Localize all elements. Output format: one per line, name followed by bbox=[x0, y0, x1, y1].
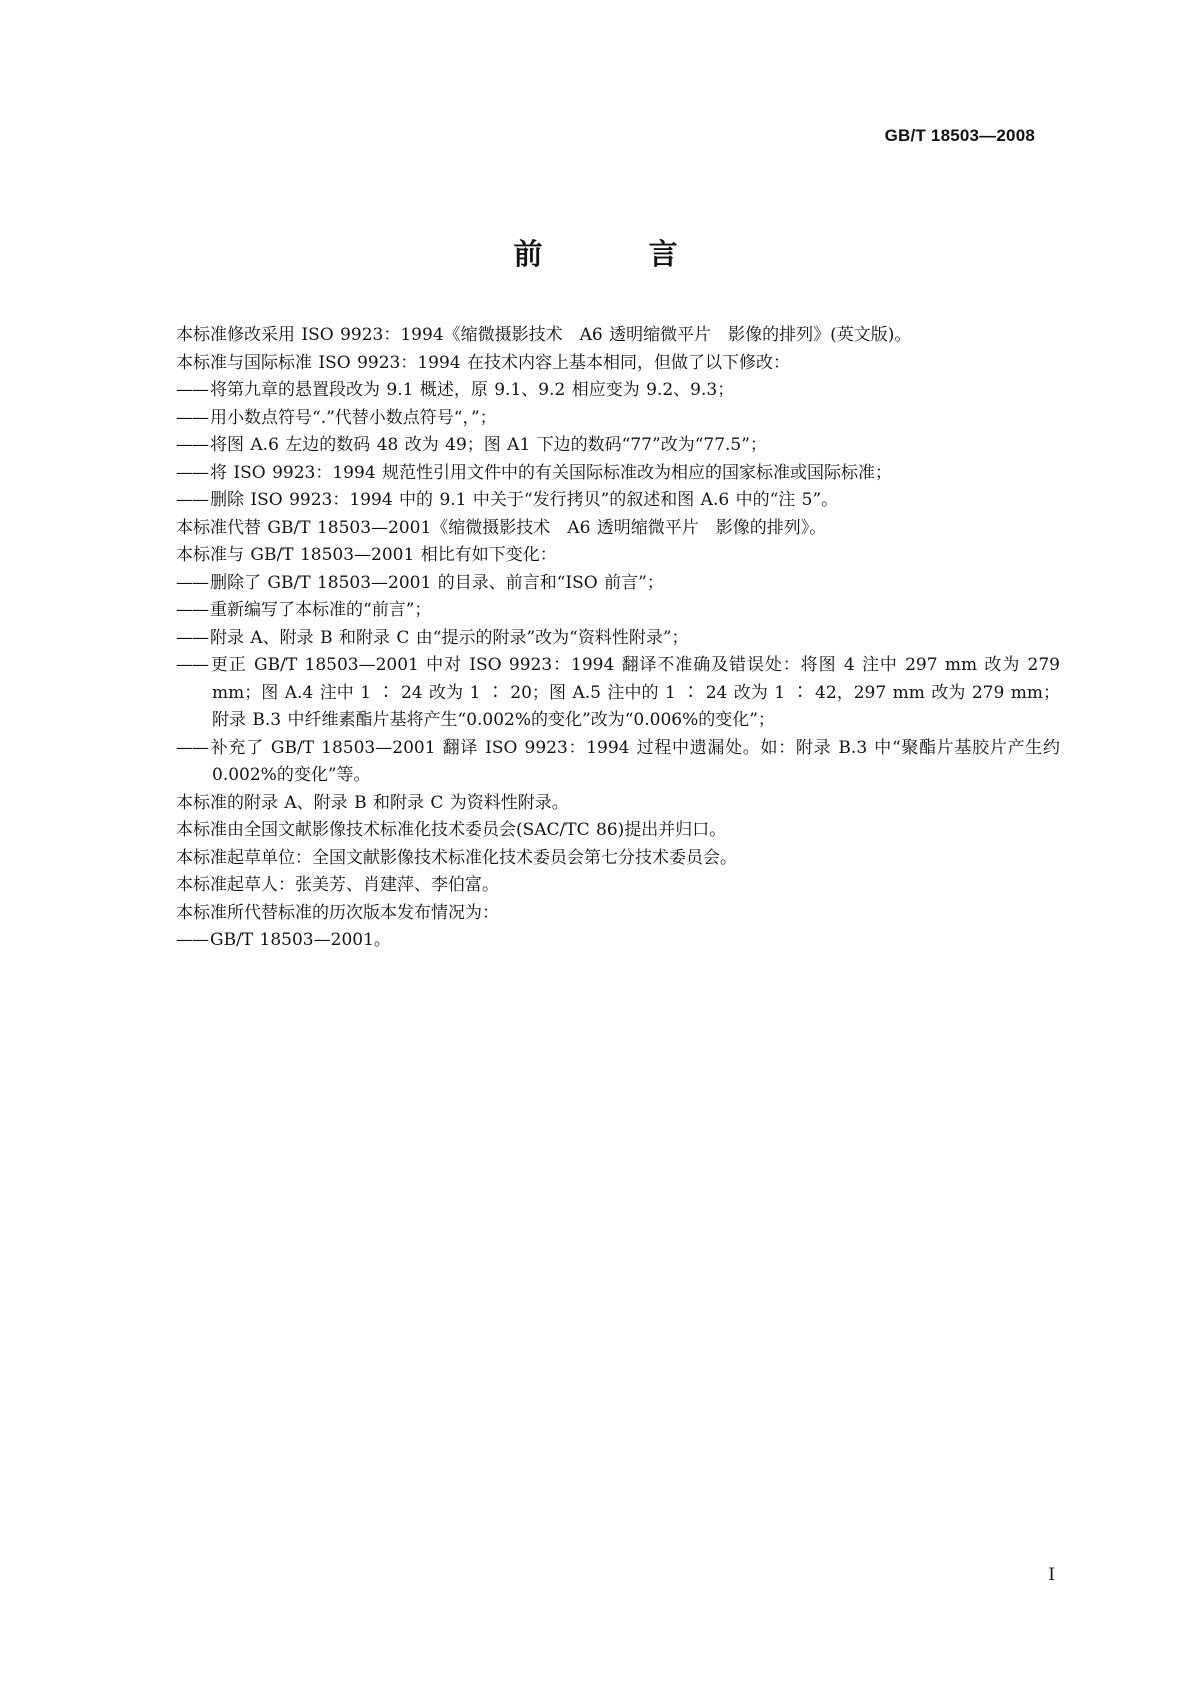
page-number: I bbox=[1048, 1565, 1055, 1585]
paragraph-history-intro: 本标准所代替标准的历次版本发布情况为： bbox=[176, 902, 499, 923]
paragraph-changes-intro: 本标准与 GB/T 18503—2001 相比有如下变化： bbox=[176, 545, 557, 565]
paragraph-drafting-unit: 本标准起草单位：全国文献影像技术标准化技术委员会第七分技术委员会。 bbox=[176, 847, 737, 868]
paragraph-modifications-intro: 本标准与国际标准 ISO 9923：1994 在技术内容上基本相同，但做了以下修改： bbox=[176, 352, 791, 373]
list-dash: —— bbox=[176, 600, 208, 620]
list-item-text: 删除 ISO 9923：1994 中的 9.1 中关于“发行拷贝”的叙述和图 A.6 中的“注 5”。 bbox=[210, 490, 839, 510]
list-item bbox=[176, 405, 1060, 433]
paragraph-adoption: 本标准修改采用 ISO 9923：1994《缩微摄影技术 A6 透明缩微平片 影像的排列》(英文版)。 bbox=[176, 325, 912, 345]
list-item-text: 用小数点符号“.”代替小数点符号“，”； bbox=[210, 407, 497, 428]
list-dash: —— bbox=[176, 737, 208, 758]
page-title: 前 言 bbox=[513, 237, 726, 271]
list-item-text: 将第九章的悬置段改为 9.1 概述，原 9.1、9.2 相应变为 9.2、9.3； bbox=[210, 380, 735, 400]
list-item-text: GB/T 18503—2001。 bbox=[210, 930, 391, 950]
list-item bbox=[176, 377, 1060, 405]
list-item-text: 重新编写了本标准的“前言”； bbox=[210, 600, 432, 620]
list-dash: —— bbox=[176, 572, 208, 593]
list-dash: —— bbox=[176, 655, 208, 675]
list-item-text: 补充了 GB/T 18503—2001 翻译 ISO 9923：1994 过程中遗漏处。如：附录 B.3 中“聚酯片基胶片产生约 0.002%的变化”等。 bbox=[210, 737, 1060, 785]
foreword-body bbox=[176, 322, 1060, 955]
list-item-text: 将图 A.6 左边的数码 48 改为 49；图 A1 下边的数码“77”改为“77.5”； bbox=[210, 435, 767, 455]
list-item-text: 将 ISO 9923：1994 规范性引用文件中的有关国际标准改为相应的国家标准或国际标准； bbox=[210, 462, 893, 483]
paragraph-replaces: 本标准代替 GB/T 18503—2001《缩微摄影技术 A6 透明缩微平片 影像的排列》。 bbox=[176, 517, 827, 538]
list-item bbox=[176, 597, 1060, 625]
list-item bbox=[176, 927, 1060, 955]
list-dash: —— bbox=[176, 627, 208, 648]
list-item bbox=[176, 735, 1060, 790]
list-dash: —— bbox=[176, 490, 208, 510]
list-item bbox=[176, 432, 1060, 460]
list-item bbox=[176, 625, 1060, 653]
list-item bbox=[176, 570, 1060, 598]
list-dash: —— bbox=[176, 435, 208, 455]
list-dash: —— bbox=[176, 462, 208, 483]
list-item bbox=[176, 460, 1060, 488]
list-item-text: 更正 GB/T 18503—2001 中对 ISO 9923：1994 翻译不准确及错误处：将图 4 注中 297 mm 改为 279 mm；图 A.4 注中 1 ∶ 24 改为 1 ∶ 20；图 A.5 注中的 1 ∶ 24 改为 1 ∶ 42，297 mm 改为 279 mm；附录 B.3 中纤维素酯片基将产生“0.002%的变化”改为“0.006%的变化”； bbox=[210, 655, 1060, 730]
paragraph-annexes: 本标准的附录 A、附录 B 和附录 C 为资料性附录。 bbox=[176, 792, 569, 813]
paragraph-proposed-by: 本标准由全国文献影像技术标准化技术委员会(SAC/TC 86)提出并归口。 bbox=[176, 820, 727, 840]
list-dash: —— bbox=[176, 407, 208, 428]
list-item bbox=[176, 652, 1060, 735]
paragraph-drafters: 本标准起草人：张美芳、肖建萍、李伯富。 bbox=[176, 875, 499, 895]
list-item-text: 删除了 GB/T 18503—2001 的目录、前言和“ISO 前言”； bbox=[210, 572, 664, 593]
list-dash: —— bbox=[176, 930, 208, 950]
list-item-text: 附录 A、附录 B 和附录 C 由“提示的附录”改为“资料性附录”； bbox=[210, 627, 689, 648]
list-dash: —— bbox=[176, 380, 208, 400]
list-item bbox=[176, 487, 1060, 515]
standard-number: GB/T 18503—2008 bbox=[884, 126, 1035, 145]
